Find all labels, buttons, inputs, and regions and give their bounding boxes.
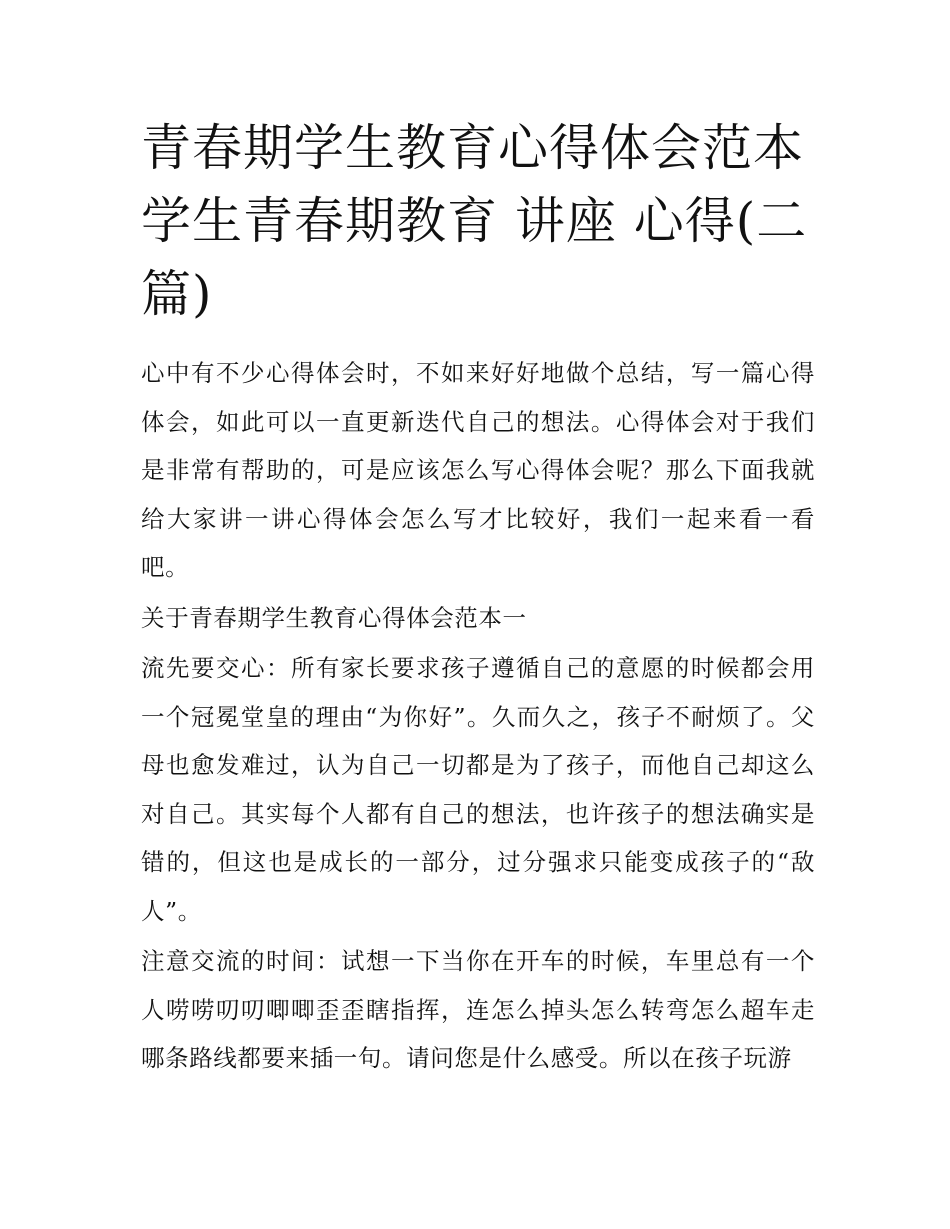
document-page xyxy=(141,112,815,1085)
document-title: 青春期学生教育心得体会范本 学生青春期教育 讲座 心得(二篇) xyxy=(141,119,808,323)
body-paragraph: 注意交流的时间：试想一下当你在开车的时候，车里总有一个人唠唠叨叨唧唧歪歪瞎指挥，连怎么掉头怎么转弯怎么超车走哪条路线都要来插一句。请问您是什么感受。所以在孩子玩游 xyxy=(141,947,815,1072)
intro-paragraph: 心中有不少心得体会时，不如来好好地做个总结，写一篇心得体会，如此可以一直更新迭代自己的想法。心得体会对于我们是非常有帮助的，可是应该怎么写心得体会呢？那么下面我就给大家讲一讲心得体会怎么写才比较好，我们一起来看一看吧。 xyxy=(141,359,815,581)
body-paragraph: 流先要交心：所有家长要求孩子遵循自己的意愿的时候都会用一个冠冕堂皇的理由“为你好”。久而久之，孩子不耐烦了。父母也愈发难过，认为自己一切都是为了孩子，而他自己却这么对自己。其实每个人都有自己的想法，也许孩子的想法确实是错的，但这也是成长的一部分，过分强求只能变成孩子的“敌人”。 xyxy=(141,654,815,925)
section-heading: 关于青春期学生教育心得体会范本一 xyxy=(141,603,527,632)
document-body xyxy=(141,349,815,1083)
